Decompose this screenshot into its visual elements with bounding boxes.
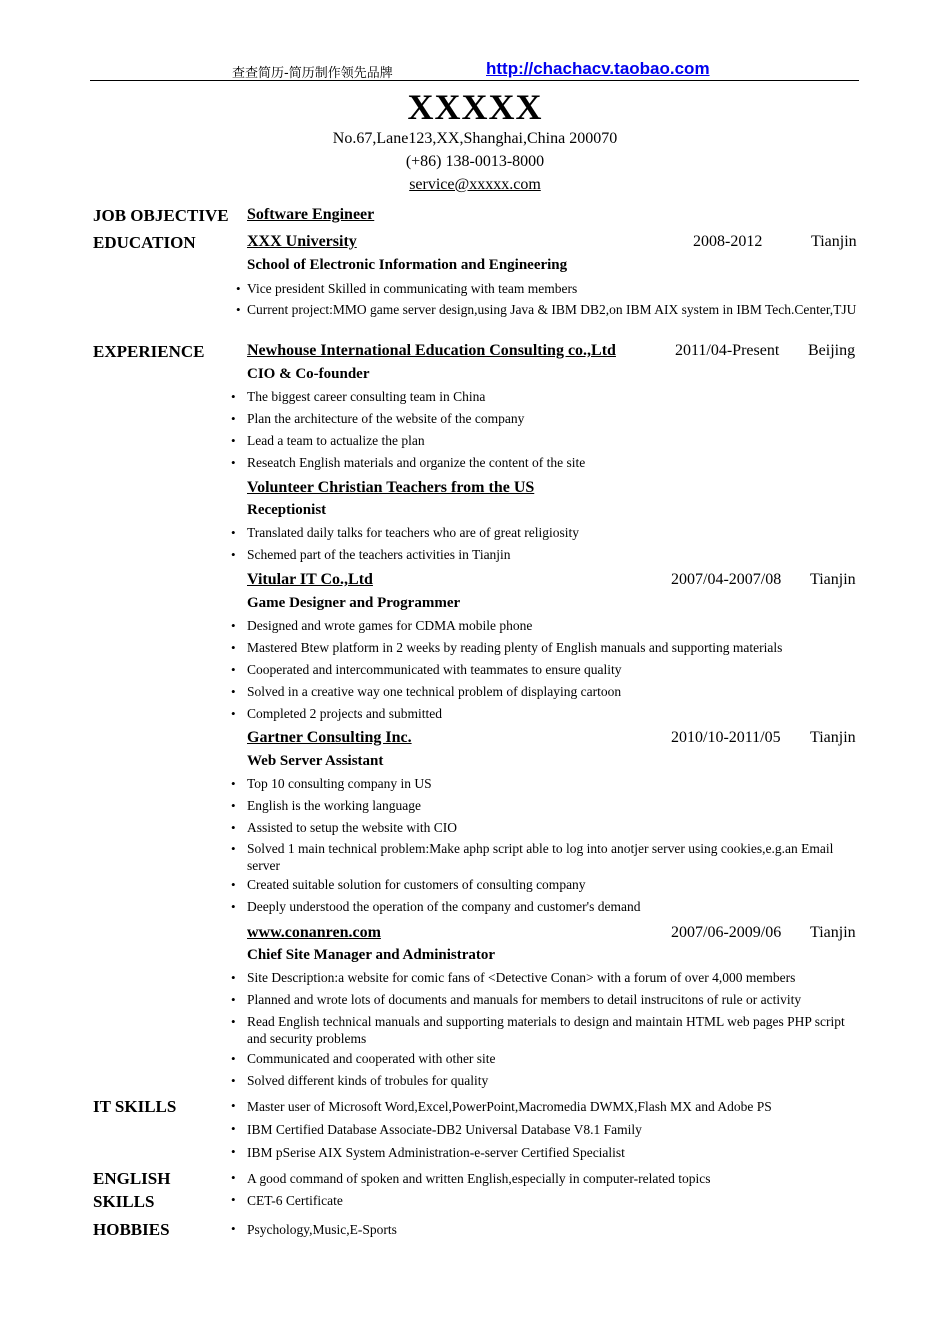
hobby-item: Psychology,Music,E-Sports xyxy=(247,1222,397,1237)
address: No.67,Lane123,XX,Shanghai,China 200070 xyxy=(332,130,618,147)
email-link[interactable]: service@xxxxx.com xyxy=(409,176,541,193)
job-item: Created suitable solution for customers of consulting company xyxy=(247,877,586,892)
job-item: Plan the architecture of the website of the company xyxy=(247,411,525,426)
email-wrap xyxy=(0,176,950,194)
job-item: The biggest career consulting team in China xyxy=(247,389,486,404)
english-item: A good command of spoken and written English,especially in computer-related topics xyxy=(247,1171,711,1186)
job-item: Deeply understood the operation of the company and customer's demand xyxy=(247,899,641,914)
job-item: Communicated and cooperated with other site xyxy=(247,1051,496,1066)
bullet-dot: • xyxy=(236,281,241,296)
section-job-objective: JOB OBJECTIVE xyxy=(93,206,229,225)
bullet-dot: • xyxy=(231,411,236,426)
section-it-skills: IT SKILLS xyxy=(93,1097,177,1116)
bullet-dot: • xyxy=(231,1073,236,1088)
bullet-dot: • xyxy=(231,684,236,699)
job-item: Solved 1 main technical problem:Make aphp script able to log into anotjer server using cookies,e.g.an Email server xyxy=(247,841,834,873)
education-school: XXX University xyxy=(247,233,357,250)
job-org: www.conanren.com xyxy=(247,924,381,941)
skill-item: IBM pSerise AIX System Administration-e-server Certified Specialist xyxy=(247,1145,625,1160)
bullet-dot: • xyxy=(231,798,236,813)
job-location: Tianjin xyxy=(810,571,856,588)
bullet-dot: • xyxy=(231,547,236,562)
job-dates: 2007/06-2009/06 xyxy=(671,924,782,941)
job-item: Mastered Btew platform in 2 weeks by reading plenty of English manuals and supporting materials xyxy=(247,640,783,655)
section-english: ENGLISH xyxy=(93,1169,171,1188)
bullet-dot: • xyxy=(231,992,236,1007)
bullet-dot: • xyxy=(231,899,236,914)
job-org: Volunteer Christian Teachers from the US xyxy=(247,479,535,496)
bullet-dot: • xyxy=(231,1121,236,1136)
brand-link[interactable]: http://chachacv.taobao.com xyxy=(486,59,710,78)
bullet-dot: • xyxy=(231,433,236,448)
job-role: Chief Site Manager and Administrator xyxy=(247,947,496,963)
bullet-dot: • xyxy=(231,455,236,470)
job-location: Tianjin xyxy=(810,729,856,746)
header-divider xyxy=(90,80,859,81)
bullet-dot: • xyxy=(231,776,236,791)
education-item: Current project:MMO game server design,using Java & IBM DB2,on IBM AIX system in IBM Tech.Center,TJU xyxy=(247,302,857,317)
bullet-dot: • xyxy=(231,1051,236,1066)
job-item: Designed and wrote games for CDMA mobile phone xyxy=(247,618,533,633)
english-item: CET-6 Certificate xyxy=(247,1193,343,1208)
job-item: English is the working language xyxy=(247,798,421,813)
bullet-dot: • xyxy=(236,302,241,317)
job-item: Schemed part of the teachers activities in Tianjin xyxy=(247,547,511,562)
job-org: Newhouse International Education Consulting co.,Ltd xyxy=(247,342,616,359)
bullet-dot: • xyxy=(231,970,236,985)
section-experience: EXPERIENCE xyxy=(93,342,205,361)
brand-tagline: 查查简历-简历制作领先品牌 xyxy=(232,66,393,81)
job-location: Beijing xyxy=(808,342,856,359)
job-item: Solved in a creative way one technical problem of displaying cartoon xyxy=(247,684,622,699)
job-item: Assisted to setup the website with CIO xyxy=(247,820,457,835)
bullet-dot: • xyxy=(231,820,236,835)
job-dates: 2007/04-2007/08 xyxy=(671,571,782,588)
education-location: Tianjin xyxy=(811,233,857,250)
job-item: Translated daily talks for teachers who are of great religiosity xyxy=(247,525,580,540)
candidate-name: XXXXX xyxy=(407,87,543,127)
bullet-dot: • xyxy=(231,877,236,892)
bullet-dot: • xyxy=(231,389,236,404)
bullet-dot: • xyxy=(231,640,236,655)
skill-item: IBM Certified Database Associate-DB2 Universal Database V8.1 Family xyxy=(247,1122,642,1137)
objective-value: Software Engineer xyxy=(247,206,375,223)
job-item: Read English technical manuals and supporting materials to design and maintain HTML web pages PHP script and security problems xyxy=(247,1014,845,1046)
bullet-dot: • xyxy=(231,618,236,633)
job-role: Receptionist xyxy=(247,502,327,518)
section-hobbies: HOBBIES xyxy=(93,1220,170,1239)
education-years: 2008-2012 xyxy=(693,233,763,250)
job-item: Top 10 consulting company in US xyxy=(247,776,432,791)
job-item: Reseatch English materials and organize the content of the site xyxy=(247,455,586,470)
bullet-dot: • xyxy=(231,525,236,540)
job-item: Cooperated and intercommunicated with teammates to ensure quality xyxy=(247,662,622,677)
education-item: Vice president Skilled in communicating with team members xyxy=(247,281,578,296)
bullet-dot: • xyxy=(231,1144,236,1159)
job-role: Game Designer and Programmer xyxy=(247,595,461,611)
skill-item: Master user of Microsoft Word,Excel,PowerPoint,Macromedia DWMX,Flash MX and Adobe PS xyxy=(247,1099,772,1114)
job-item: Site Description:a website for comic fans of <Detective Conan> with a forum of over 4,000 members xyxy=(247,970,796,985)
job-dates: 2011/04-Present xyxy=(675,342,780,359)
bullet-dot: • xyxy=(231,706,236,721)
job-item: Solved different kinds of trobules for quality xyxy=(247,1073,489,1088)
job-item: Completed 2 projects and submitted xyxy=(247,706,442,721)
job-location: Tianjin xyxy=(810,924,856,941)
bullet-dot: • xyxy=(231,1014,236,1029)
bullet-dot: • xyxy=(231,841,236,856)
education-department: School of Electronic Information and Engineering xyxy=(247,257,568,273)
section-english-skills: SKILLS xyxy=(93,1192,155,1211)
job-role: Web Server Assistant xyxy=(247,753,384,769)
job-org: Gartner Consulting Inc. xyxy=(247,729,412,746)
phone: (+86) 138-0013-8000 xyxy=(405,153,545,170)
bullet-dot: • xyxy=(231,1098,236,1113)
bullet-dot: • xyxy=(231,1170,236,1185)
job-dates: 2010/10-2011/05 xyxy=(671,729,781,746)
job-org: Vitular IT Co.,Ltd xyxy=(247,571,373,588)
bullet-dot: • xyxy=(231,662,236,677)
bullet-dot: • xyxy=(231,1221,236,1236)
bullet-dot: • xyxy=(231,1192,236,1207)
job-item: Lead a team to actualize the plan xyxy=(247,433,425,448)
section-education: EDUCATION xyxy=(93,233,196,252)
job-item: Planned and wrote lots of documents and manuals for members to detail instrucitons of rule or activity xyxy=(247,992,802,1007)
job-role: CIO & Co-founder xyxy=(247,366,370,382)
